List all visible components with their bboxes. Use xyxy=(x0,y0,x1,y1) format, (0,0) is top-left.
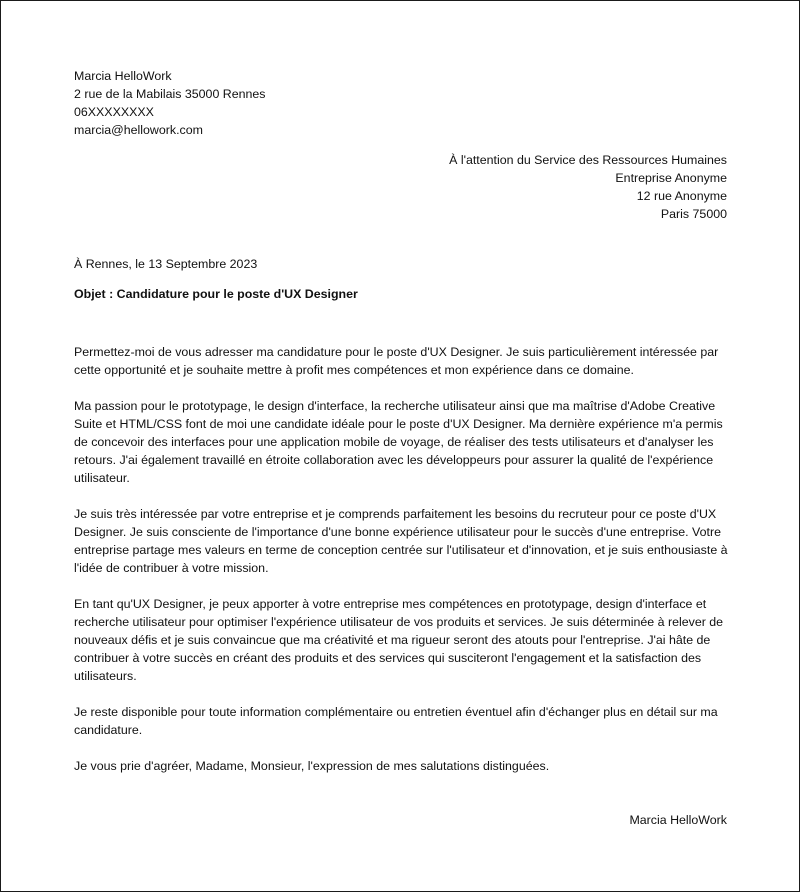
recipient-block xyxy=(449,151,727,223)
sender-email: marcia@hellowork.com xyxy=(74,123,203,137)
sender-phone: 06XXXXXXXX xyxy=(74,105,154,119)
recipient-street: 12 rue Anonyme xyxy=(636,189,727,203)
sender-block xyxy=(74,67,266,139)
sender-name: Marcia HelloWork xyxy=(74,69,172,83)
body-paragraph: Ma passion pour le prototypage, le design d'interface, la recherche utilisateur ainsi que ma maîtrise d'Adobe Creative Suite et HTML/CSS font de moi une candidate idéale pour le poste d'UX Designer. Ma dernière expérience m'a permis de concevoir des interfaces pour une application mobile de voyage, de réaliser des tests utilisateurs et d'analyser les retours. J'ai également travaillé en étroite collaboration avec les développeurs pour assurer la qualité de l'expérience utilisateur. xyxy=(74,399,723,485)
closing-paragraph: Je vous prie d'agréer, Madame, Monsieur, l'expression de mes salutations distinguées. xyxy=(74,759,550,773)
recipient-company: Entreprise Anonyme xyxy=(615,171,727,185)
recipient-city: Paris 75000 xyxy=(660,207,727,221)
recipient-attention: À l'attention du Service des Ressources Humaines xyxy=(449,153,727,167)
sender-address: 2 rue de la Mabilais 35000 Rennes xyxy=(74,87,266,101)
body-paragraph: Je reste disponible pour toute information complémentaire ou entretien éventuel afin d'échanger plus en détail sur ma candidature. xyxy=(74,705,718,737)
body-paragraph: Je suis très intéressée par votre entreprise et je comprends parfaitement les besoins du recruteur pour ce poste d'UX Designer. Je suis consciente de l'importance d'une bonne expérience utilisateur pour le succès d'une entreprise. Votre entreprise partage mes valeurs en terme de conception centrée sur l'utilisateur et d'innovation, et je suis enthousiaste à l'idée de contribuer à votre mission. xyxy=(74,507,728,575)
letter-date: À Rennes, le 13 Septembre 2023 xyxy=(74,257,258,271)
letter-subject: Objet : Candidature pour le poste d'UX Designer xyxy=(74,287,358,301)
signature: Marcia HelloWork xyxy=(629,813,727,827)
body-paragraph: Permettez-moi de vous adresser ma candidature pour le poste d'UX Designer. Je suis particulièrement intéressée par cette opportunité et je souhaite mettre à profit mes compétences et mon expérience dans ce domaine. xyxy=(74,345,719,377)
letter-body xyxy=(74,343,734,793)
body-paragraph: En tant qu'UX Designer, je peux apporter à votre entreprise mes compétences en prototypage, design d'interface et recherche utilisateur pour optimiser l'expérience utilisateur de vos produits et services. Je suis déterminée à relever de nouveaux défis et je suis convaincue que ma créativité et ma rigueur seront des atouts pour l'entreprise. J'ai hâte de contribuer à votre succès en créant des produits et des services qui susciteront l'engagement et la satisfaction des utilisateurs. xyxy=(74,597,724,683)
